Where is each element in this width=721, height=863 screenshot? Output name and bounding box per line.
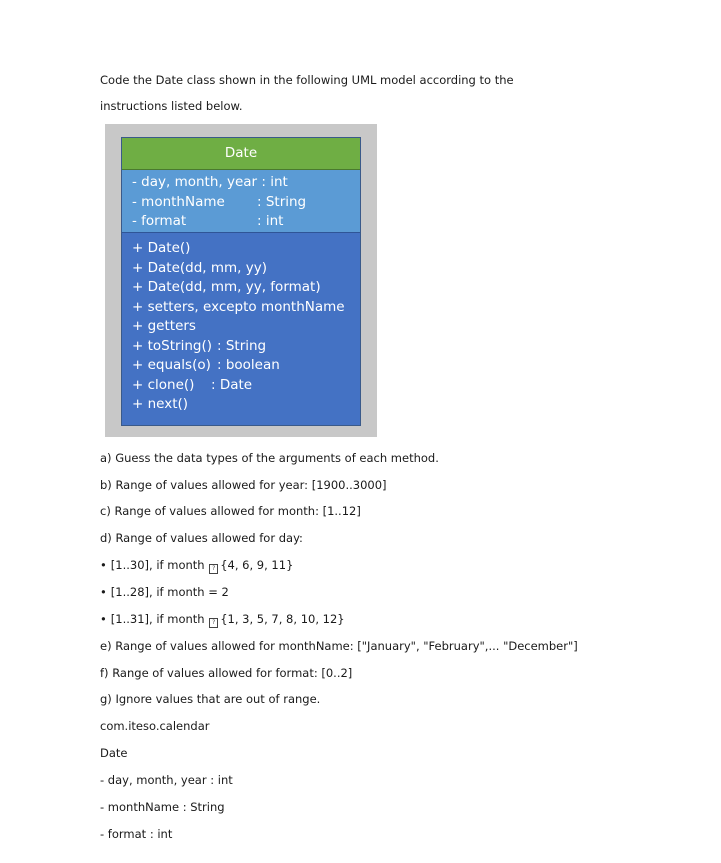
uml-class-name: Date [122,138,360,170]
bullet-text: [1..31], if month [110,612,205,626]
uml-method: + Date() [132,240,191,256]
uml-method: + toString() [132,337,212,354]
uml-attributes [122,170,360,233]
bullet-text: [1..30], if month [110,558,205,572]
bullet-text: {4, 6, 9, 11} [220,558,294,572]
uml-class-box [121,137,361,426]
footer-attribute-2: - monthName : String [100,800,225,814]
element-of-symbol-icon: ? [209,564,218,574]
uml-method-type: : boolean [217,357,280,373]
bullet-text: {1, 3, 5, 7, 8, 10, 12} [220,612,345,626]
instruction-c: c) Range of values allowed for month: [1..12] [100,504,361,518]
uml-method: + Date(dd, mm, yy) [132,259,267,276]
instruction-d: d) Range of values allowed for day: [100,531,303,545]
bullet-icon: • [100,558,107,572]
uml-attribute: - monthName [132,193,225,210]
uml-method-type: : Date [211,376,253,393]
instruction-g: g) Ignore values that are out of range. [100,692,321,706]
uml-attribute: - format [132,213,187,229]
element-of-symbol-icon: ? [209,618,218,628]
footer-class-name: Date [100,746,128,760]
intro-line-1: Code the Date class shown in the following UML model according to the [100,73,514,87]
uml-diagram [105,124,377,437]
bullet-icon: • [100,585,107,599]
day-range-bullet-1 [100,558,293,574]
instruction-f: f) Range of values allowed for format: [0..2] [100,666,353,680]
uml-attribute: - day, month, year : int [132,174,288,190]
uml-method: + setters, excepto monthName [132,298,345,315]
uml-method: + getters [132,318,196,334]
uml-method: + Date(dd, mm, yy, format) [132,279,321,295]
uml-method: + clone() [132,376,195,393]
instruction-e: e) Range of values allowed for monthName: ["January", "February",... "December"] [100,639,578,653]
intro-line-2: instructions listed below. [100,99,243,113]
bullet-icon: • [100,612,107,626]
uml-method-type: : String [217,337,267,354]
day-range-bullet-2 [100,585,229,599]
instruction-a: a) Guess the data types of the arguments of each method. [100,451,439,465]
uml-methods [122,233,360,425]
package-name: com.iteso.calendar [100,719,210,733]
footer-attribute-3: - format : int [100,827,173,841]
uml-method: + next() [132,396,189,412]
uml-method: + equals(o) [132,357,211,373]
uml-attribute-type: : String [257,193,307,210]
footer-attribute-1: - day, month, year : int [100,773,233,787]
instruction-b: b) Range of values allowed for year: [1900..3000] [100,478,387,492]
uml-attribute-type: : int [257,213,284,229]
day-range-bullet-3 [100,612,345,628]
bullet-text: [1..28], if month = 2 [110,585,229,599]
